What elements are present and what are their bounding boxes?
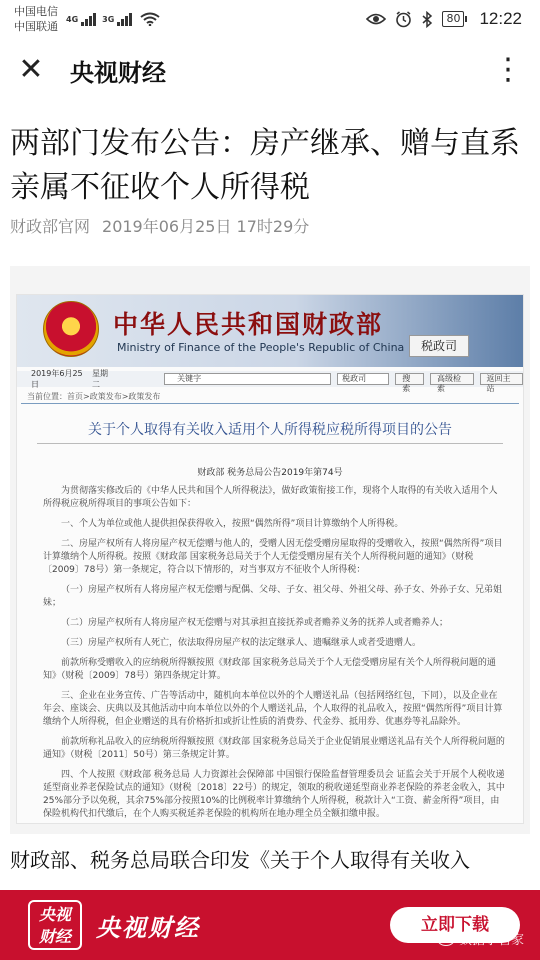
notice-paragraph: 前款所称礼品收入的应纳税所得额按照《财政部 国家税务总局关于企业促销展业赠送礼品有关个人所得税问题的通知》（财税〔2011〕50号）第三条规定计算。 [43, 737, 505, 760]
status-bar [0, 0, 540, 38]
site-search-input: 关键字 [164, 373, 331, 385]
close-icon[interactable]: ✕ [18, 52, 44, 87]
document-paper [16, 294, 524, 824]
ministry-banner [17, 295, 523, 367]
carrier-names [14, 4, 58, 34]
app-logo-line-1: 央视 [38, 905, 71, 924]
notice-paragraph: （二）房屋产权所有人将房屋产权无偿赠与对其承担直接抚养或者赡养义务的抚养人或者赡养人； [61, 618, 449, 628]
app-logo [28, 900, 82, 950]
notice-paragraph: 二、房屋产权所有人将房屋产权无偿赠与他人的，受赠人因无偿受赠房屋取得的受赠收入，按照“偶然所得”项目计算缴纳个人所得税。按照《财政部 国家税务总局关于个人无偿受赠房屋有关个人所得税问题的通知》（财税〔2009〕78号）第一条规定，符合以下情形的，对当事双方不征收个人所得税： [43, 539, 503, 575]
app-logo-line-2: 财经 [38, 927, 71, 946]
notice-title: 关于个人取得有关收入适用个人所得税应税所得项目的公告 [88, 422, 452, 438]
divider [21, 403, 519, 404]
network-type-2: 3G [102, 14, 115, 24]
notice-paragraph: 为贯彻落实修改后的《中华人民共和国个人所得税法》，做好政策衔接工作，现将个人取得的有关收入适用个人所得税应税所得项目的事项公告如下： [43, 486, 498, 509]
carrier-1: 中国电信 [14, 5, 58, 18]
article-lead-text: 财政部、税务总局联合印发《关于个人取得有关收入 [10, 848, 470, 872]
toolbar-day: 星期二 [91, 369, 108, 389]
notice-body [43, 485, 505, 828]
notice-paragraph: 前款所称受赠收入的应纳税所得额按照《财政部 国家税务总局关于个人无偿受赠房屋有关个人所得税问题的通知》（财税〔2009〕78号）第四条规定计算。 [43, 658, 496, 681]
national-emblem-icon: ★ [43, 301, 99, 357]
notice-number: 财政部 税务总局公告2019年第74号 [197, 468, 343, 478]
department-label: 税政司 [409, 335, 469, 357]
notice-paragraph: 三、企业在业务宣传、广告等活动中，随机向本单位以外的个人赠送礼品（包括网络红包，下同），以及企业在年会、座谈会、庆典以及其他活动中向本单位以外的个人赠送礼品，个人取得的礼品收入，按照“偶然所得”项目计算缴纳个人所得税，但企业赠送的具有价格折扣或折让性质的消费券、代金券、抵用券、优惠券等礼品除外。 [43, 691, 503, 727]
notice-paragraph: 四、个人按照《财政部 税务总局 人力资源社会保障部 中国银行保险监督管理委员会 证监会关于开展个人税收递延型商业养老保险试点的通知》（财税〔2018〕22号）的规定，领取的税收递延型商业养老保险的养老金收入，其中25%部分予以免税，其余75%部分按照10%的比例税率计算缴纳个人所得税，税款计入“工资、薪金所得”项目，由保险机构代扣代缴后，在个人购买税延养老保险的机构所在地办理全员全额扣缴申报。 [43, 770, 505, 819]
clock: 12:22 [479, 9, 522, 28]
watermark-text: 数据小管家 [458, 933, 524, 948]
article-source[interactable]: 财政部官网 [10, 217, 91, 236]
site-back-home-button: 返回主站 [480, 373, 524, 385]
bluetooth-icon [421, 11, 433, 28]
document-image[interactable] [10, 266, 530, 834]
app-download-banner[interactable] [0, 890, 540, 960]
wechat-icon [437, 932, 455, 946]
nav-title: 央视财经 [70, 58, 166, 87]
more-menu-icon[interactable]: ⋮ [493, 52, 524, 87]
watermark [437, 929, 524, 948]
app-name: 央视财经 [96, 913, 200, 942]
download-button[interactable]: 立即下载 [390, 907, 520, 943]
site-search-button: 搜索 [395, 373, 424, 385]
carrier-2: 中国联通 [14, 20, 58, 33]
article-title: 两部门发布公告：房产继承、赠与直系亲属不征收个人所得税 [10, 126, 520, 205]
site-advanced-search-button: 高级检索 [430, 373, 474, 385]
wifi-icon [140, 12, 160, 26]
ministry-name-cn: 中华人民共和国财政部 [113, 310, 384, 339]
notice-paragraph: （一）房屋产权所有人将房屋产权无偿赠与配偶、父母、子女、祖父母、外祖父母、孙子女、外孙子女、兄弟姐妹； [43, 585, 503, 608]
site-scope-select: 税政司 [337, 373, 389, 385]
article-datetime: 2019年06月25日 17时29分 [102, 217, 310, 236]
breadcrumb: 当前位置：首页>政策发布>政策发布 [27, 392, 161, 401]
signal-icon [66, 13, 132, 26]
notice-paragraph: （三）房屋产权所有人死亡，依法取得房屋产权的法定继承人、遗嘱继承人或者受遗赠人。 [61, 638, 422, 648]
divider [37, 443, 503, 444]
alarm-icon [395, 11, 412, 28]
article-meta [10, 214, 309, 237]
battery-indicator: 80 [442, 11, 464, 27]
notice-paragraph: 一、个人为单位或他人提供担保获得收入，按照“偶然所得”项目计算缴纳个人所得税。 [61, 519, 404, 529]
ministry-name-en: Ministry of Finance of the People's Republic of China [117, 341, 405, 354]
network-type-1: 4G [66, 14, 79, 24]
nav-bar [0, 38, 540, 102]
toolbar-date: 2019年6月25日 [31, 369, 83, 389]
eye-icon [366, 12, 386, 26]
site-toolbar [17, 369, 523, 393]
